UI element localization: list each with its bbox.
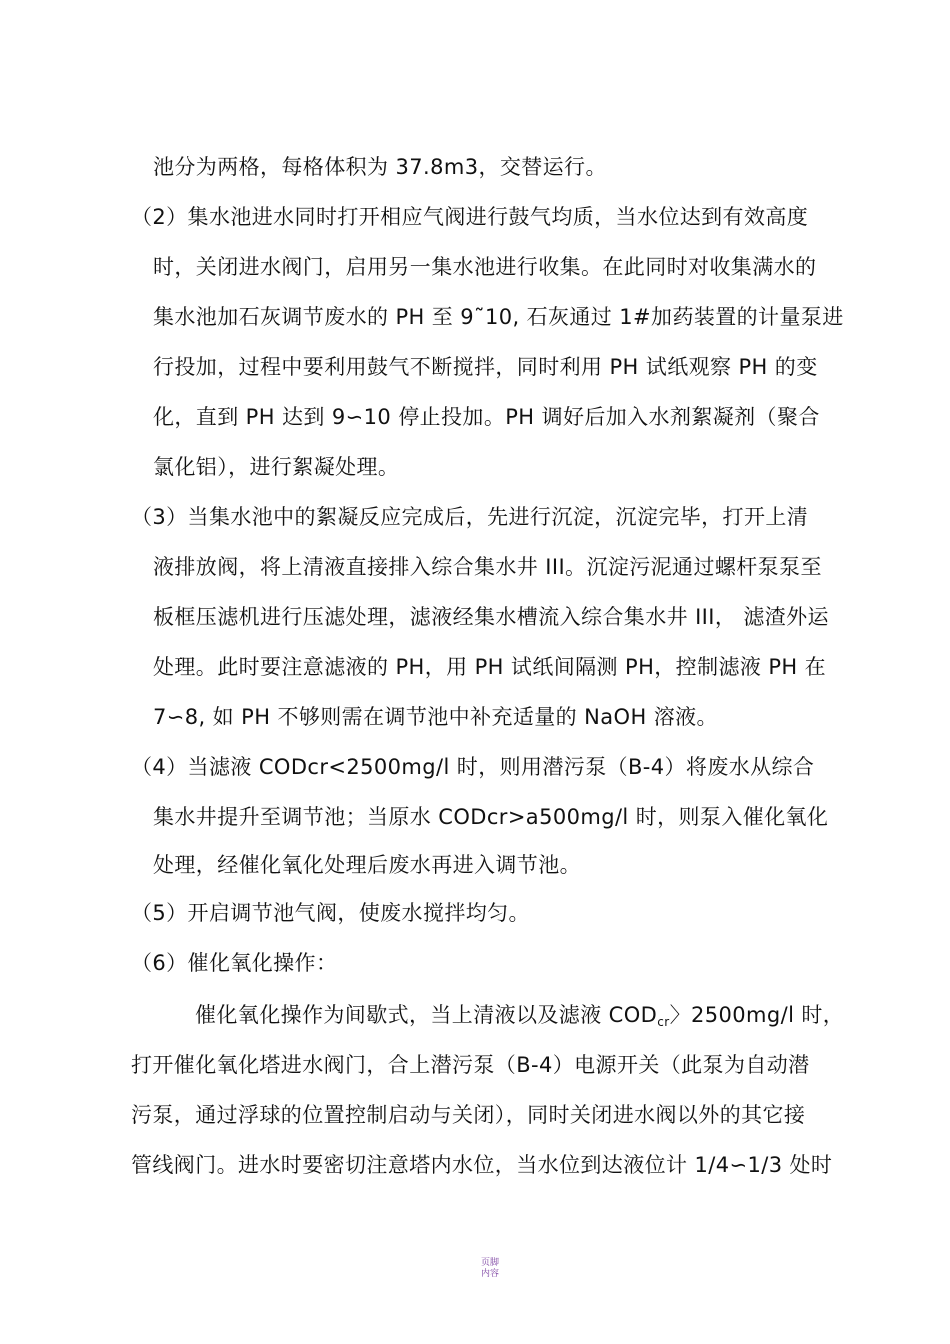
text-line: 行投加，过程中要利用鼓气不断搅拌，同时利用 PH 试纸观察 PH 的变 bbox=[153, 355, 818, 379]
cod-subscript: cr bbox=[657, 1015, 670, 1029]
text-line: 氯化铝），进行絮凝处理。 bbox=[153, 455, 400, 479]
text-line: 打开催化氧化塔进水阀门，合上潜污泵（B-4）电源开关（此泵为自动潜 bbox=[131, 1053, 810, 1077]
text-line: 池分为两格，每格体积为 37.8m3，交替运行。 bbox=[153, 155, 607, 179]
text-line: 集水井提升至调节池；当原水 CODcr>a500mg/l 时，则泵入催化氧化 bbox=[153, 805, 829, 829]
footer-line: 页脚 bbox=[480, 1258, 499, 1268]
text-line: 管线阀门。进水时要密切注意塔内水位，当水位到达液位计 1/4∽1/3 处时 bbox=[131, 1153, 833, 1177]
text-line: （5）开启调节池气阀，使废水搅拌均匀。 bbox=[131, 901, 530, 925]
text-line: 集水池加石灰调节废水的 PH 至 9˜10, 石灰通过 1#加药装置的计量泵进 bbox=[153, 305, 844, 329]
footer-line: 内容 bbox=[480, 1269, 499, 1279]
paragraph-first-line bbox=[195, 1000, 844, 1037]
text-line: 化，直到 PH 达到 9∽10 停止投加。PH 调好后加入水剂絮凝剂（聚合 bbox=[153, 405, 820, 429]
text-line: 污泵，通过浮球的位置控制启动与关闭），同时关闭进水阀以外的其它接 bbox=[131, 1103, 806, 1127]
text-line: 7∽8, 如 PH 不够则需在调节池中补充适量的 NaOH 溶液。 bbox=[153, 705, 718, 729]
page-footer bbox=[472, 1258, 508, 1280]
text-line: （3）当集水池中的絮凝反应完成后，先进行沉淀，沉淀完毕，打开上清 bbox=[131, 505, 809, 529]
paragraph-text-start: 催化氧化操作为间歇式，当上清液以及滤液 COD bbox=[195, 1003, 658, 1027]
text-line: （6）催化氧化操作： bbox=[131, 951, 338, 975]
text-line: （2）集水池进水同时打开相应气阀进行鼓气均质，当水位达到有效高度 bbox=[131, 205, 809, 229]
text-line: 液排放阀，将上清液直接排入综合集水井 III。沉淀污泥通过螺杆泵泵至 bbox=[153, 555, 822, 579]
text-line: 板框压滤机进行压滤处理，滤液经集水槽流入综合集水井 III， 滤渣外运 bbox=[153, 605, 829, 629]
text-line: 时，关闭进水阀门，启用另一集水池进行收集。在此同时对收集满水的 bbox=[153, 255, 817, 279]
text-line: 处理。此时要注意滤液的 PH，用 PH 试纸间隔测 PH，控制滤液 PH 在 bbox=[153, 655, 827, 679]
text-line: （4）当滤液 CODcr<2500mg/l 时，则用潜污泵（B-4）将废水从综合 bbox=[131, 755, 815, 779]
paragraph-text-end: 〉2500mg/l 时， bbox=[669, 1003, 845, 1027]
text-line: 处理，经催化氧化处理后废水再进入调节池。 bbox=[153, 853, 581, 877]
